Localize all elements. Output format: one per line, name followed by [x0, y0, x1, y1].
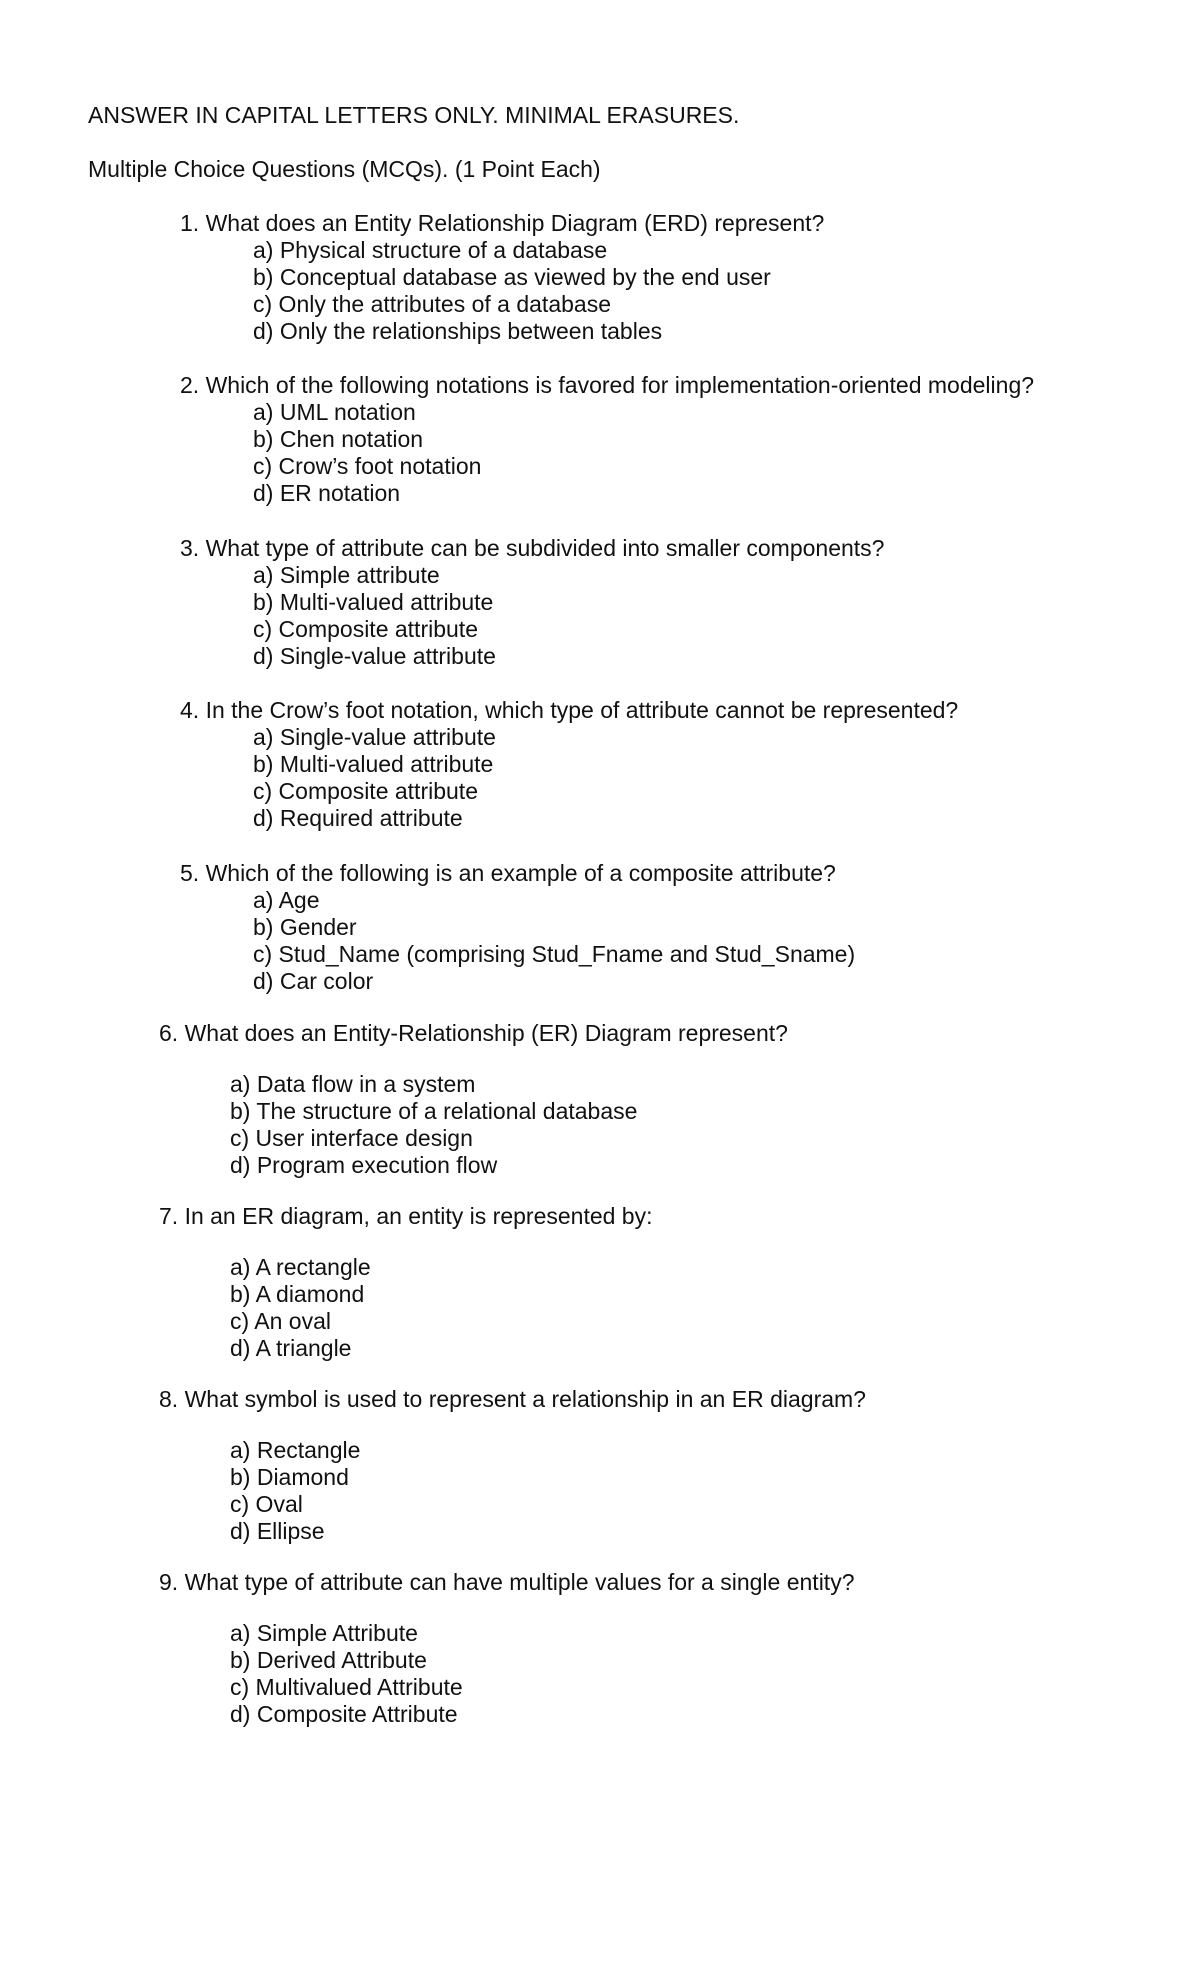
option: c) An oval [230, 1308, 331, 1334]
option: a) Simple Attribute [230, 1620, 418, 1646]
option: a) A rectangle [230, 1254, 371, 1280]
option: c) Composite attribute [253, 778, 478, 804]
option: d) Composite Attribute [230, 1701, 458, 1727]
question-text: 5. Which of the following is an example of a composite attribute? [180, 860, 836, 886]
option: d) Program execution flow [230, 1152, 498, 1178]
option: b) Multi-valued attribute [253, 589, 494, 615]
option: d) Car color [253, 968, 374, 994]
option: a) Age [253, 887, 320, 913]
option: b) Gender [253, 914, 357, 940]
option: c) Multivalued Attribute [230, 1674, 463, 1700]
option: d) ER notation [253, 480, 401, 506]
option: b) Derived Attribute [230, 1647, 427, 1673]
option: c) User interface design [230, 1125, 473, 1151]
option: d) Only the relationships between tables [253, 318, 663, 344]
option: d) Required attribute [253, 805, 463, 831]
question-text: 1. What does an Entity Relationship Diagram (ERD) represent? [180, 210, 825, 236]
question-text: 3. What type of attribute can be subdivided into smaller components? [180, 535, 885, 561]
instructions: ANSWER IN CAPITAL LETTERS ONLY. MINIMAL ERASURES. [88, 102, 740, 128]
option: c) Composite attribute [253, 616, 478, 642]
option: b) A diamond [230, 1281, 365, 1307]
option: a) Physical structure of a database [253, 237, 608, 263]
option: b) Conceptual database as viewed by the end user [253, 264, 771, 290]
option: d) A triangle [230, 1335, 352, 1361]
option: a) Single-value attribute [253, 724, 496, 750]
option: b) Diamond [230, 1464, 349, 1490]
option: c) Only the attributes of a database [253, 291, 611, 317]
section-title: Multiple Choice Questions (MCQs). (1 Point Each) [88, 156, 601, 182]
question-text: 2. Which of the following notations is favored for implementation-oriented modeling? [180, 372, 1035, 398]
question-text: 9. What type of attribute can have multiple values for a single entity? [159, 1569, 855, 1595]
option: d) Single-value attribute [253, 643, 496, 669]
option: d) Ellipse [230, 1518, 325, 1544]
option: b) Multi-valued attribute [253, 751, 494, 777]
option: c) Stud_Name (comprising Stud_Fname and Stud_Sname) [253, 941, 856, 967]
question-text: 4. In the Crow’s foot notation, which type of attribute cannot be represented? [180, 697, 959, 723]
option: c) Crow’s foot notation [253, 453, 482, 479]
option: a) Data flow in a system [230, 1071, 476, 1097]
option: b) The structure of a relational database [230, 1098, 638, 1124]
option: a) Rectangle [230, 1437, 361, 1463]
option: b) Chen notation [253, 426, 424, 452]
question-text: 6. What does an Entity-Relationship (ER) Diagram represent? [159, 1020, 788, 1046]
option: a) Simple attribute [253, 562, 440, 588]
option: a) UML notation [253, 399, 416, 425]
question-text: 8. What symbol is used to represent a relationship in an ER diagram? [159, 1386, 866, 1412]
question-text: 7. In an ER diagram, an entity is represented by: [159, 1203, 653, 1229]
option: c) Oval [230, 1491, 303, 1517]
